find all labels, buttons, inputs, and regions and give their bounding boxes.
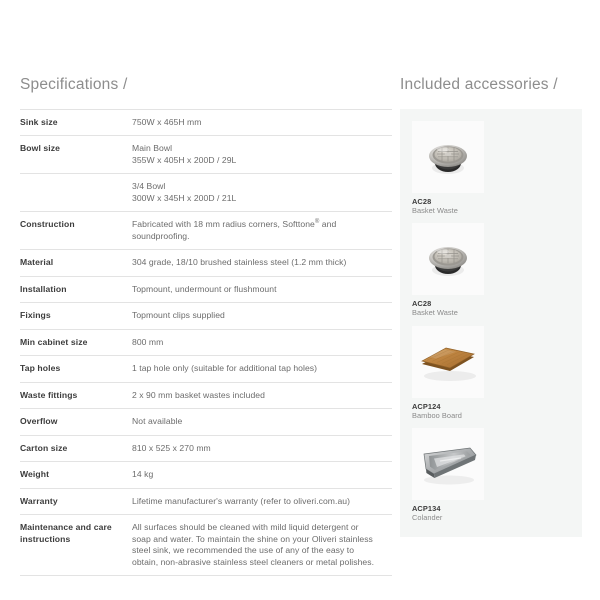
spec-row-label: Installation bbox=[20, 283, 67, 294]
spec-row-label: Weight bbox=[20, 469, 50, 480]
spec-row bbox=[20, 136, 392, 174]
accessory-name: Bamboo Board bbox=[412, 410, 462, 420]
spec-row-value bbox=[132, 329, 392, 356]
spec-row-label: Construction bbox=[20, 219, 75, 230]
spec-value-line: 3/4 Bowl bbox=[132, 181, 166, 192]
spec-row-label: Overflow bbox=[20, 416, 58, 427]
spec-value-line: Fabricated with 18 mm radius corners, Softtone® and bbox=[132, 219, 337, 230]
spec-row-value bbox=[132, 136, 392, 174]
spec-row-label: Carton size bbox=[20, 442, 68, 453]
spec-value-line: 2 x 90 mm basket wastes included bbox=[132, 389, 265, 400]
specifications-table-body bbox=[20, 109, 392, 576]
spec-row-value bbox=[132, 303, 392, 330]
spec-row-label: Min cabinet size bbox=[20, 336, 88, 347]
spec-row-value bbox=[132, 174, 392, 212]
spec-row bbox=[20, 329, 392, 356]
spec-row-label: Warranty bbox=[20, 495, 58, 506]
accessory-name: Colander bbox=[412, 513, 443, 523]
accessory-item[interactable] bbox=[412, 223, 492, 318]
colander-icon bbox=[412, 428, 484, 500]
spec-value-line: 304 grade, 18/10 brushed stainless steel (1.2 mm thick) bbox=[132, 257, 347, 268]
spec-value-line: Topmount, undermount or flushmount bbox=[132, 283, 277, 294]
spec-value-line: steel sink, we recommended the use of any of the easy to bbox=[132, 545, 355, 556]
spec-value-line: 14 kg bbox=[132, 469, 154, 480]
spec-row-label: Waste fittings bbox=[20, 389, 78, 400]
accessory-item[interactable] bbox=[412, 326, 492, 421]
spec-row bbox=[20, 515, 392, 576]
spec-row-label: Bowl size bbox=[20, 143, 61, 154]
spec-row-value bbox=[132, 212, 392, 250]
spec-row bbox=[20, 303, 392, 330]
spec-row-value bbox=[132, 515, 392, 576]
spec-row-value bbox=[132, 356, 392, 383]
accessory-code: AC28 bbox=[412, 299, 432, 309]
spec-value-line: 300W x 345H x 200D / 21L bbox=[132, 192, 237, 203]
spec-value-line: Main Bowl bbox=[132, 143, 173, 154]
spec-row-value bbox=[132, 250, 392, 277]
spec-row-label: Fixings bbox=[20, 310, 51, 321]
spec-value-line: soundproofing. bbox=[132, 230, 190, 241]
spec-row bbox=[20, 174, 392, 212]
spec-row bbox=[20, 462, 392, 489]
spec-row-label: Tap holes bbox=[20, 363, 61, 374]
spec-row-label: Maintenance and care instructions bbox=[20, 522, 112, 544]
spec-row-value bbox=[132, 382, 392, 409]
spec-value-line: soap and water. To maintain the shine on your Oliveri stainless bbox=[132, 533, 373, 544]
specifications-table bbox=[20, 109, 392, 577]
spec-value-line: Topmount clips supplied bbox=[132, 310, 225, 321]
bamboo-board-icon bbox=[412, 326, 484, 398]
spec-value-line: 355W x 405H x 200D / 29L bbox=[132, 154, 237, 165]
spec-row-value bbox=[132, 435, 392, 462]
accessory-code: ACP134 bbox=[412, 504, 441, 514]
spec-row bbox=[20, 435, 392, 462]
spec-value-line: obtain, non-abrasive stainless steel cleaners or metal polishes. bbox=[132, 556, 375, 567]
spec-value-line: Lifetime manufacturer's warranty (refer to oliveri.com.au) bbox=[132, 495, 351, 506]
spec-value-line: 750W x 465H mm bbox=[132, 116, 202, 127]
spec-row bbox=[20, 409, 392, 436]
spec-row-value bbox=[132, 109, 392, 136]
basket-waste-icon bbox=[412, 223, 484, 295]
spec-value-line: 810 x 525 x 270 mm bbox=[132, 442, 211, 453]
basket-waste-icon bbox=[412, 121, 484, 193]
accessory-item[interactable] bbox=[412, 428, 492, 523]
spec-row-value bbox=[132, 276, 392, 303]
accessory-item[interactable] bbox=[412, 121, 492, 216]
spec-row bbox=[20, 382, 392, 409]
spec-value-line: 1 tap hole only (suitable for additional tap holes) bbox=[132, 363, 318, 374]
spec-row-label: Sink size bbox=[20, 116, 58, 127]
spec-value-line: 800 mm bbox=[132, 336, 164, 347]
specifications-heading: Specifications / bbox=[20, 76, 128, 93]
spec-row-value bbox=[132, 409, 392, 436]
spec-row-label: Material bbox=[20, 257, 54, 268]
spec-row bbox=[20, 488, 392, 515]
accessories-section bbox=[400, 76, 582, 537]
spec-value-line: All surfaces should be cleaned with mild liquid detergent or bbox=[132, 522, 359, 533]
accessory-name: Basket Waste bbox=[412, 308, 458, 318]
spec-row-value bbox=[132, 488, 392, 515]
accessory-code: AC28 bbox=[412, 196, 432, 206]
spec-row bbox=[20, 276, 392, 303]
spec-row bbox=[20, 109, 392, 136]
spec-value-line: Not available bbox=[132, 416, 183, 427]
spec-row bbox=[20, 250, 392, 277]
accessories-grid bbox=[412, 121, 572, 531]
specifications-section bbox=[20, 76, 392, 576]
spec-row-label bbox=[20, 174, 132, 212]
accessory-name: Basket Waste bbox=[412, 205, 458, 215]
spec-row bbox=[20, 212, 392, 250]
spec-row bbox=[20, 356, 392, 383]
accessory-code: ACP124 bbox=[412, 401, 441, 411]
spec-row-value bbox=[132, 462, 392, 489]
accessories-heading: Included accessories / bbox=[400, 76, 558, 93]
accessories-panel bbox=[400, 109, 582, 537]
